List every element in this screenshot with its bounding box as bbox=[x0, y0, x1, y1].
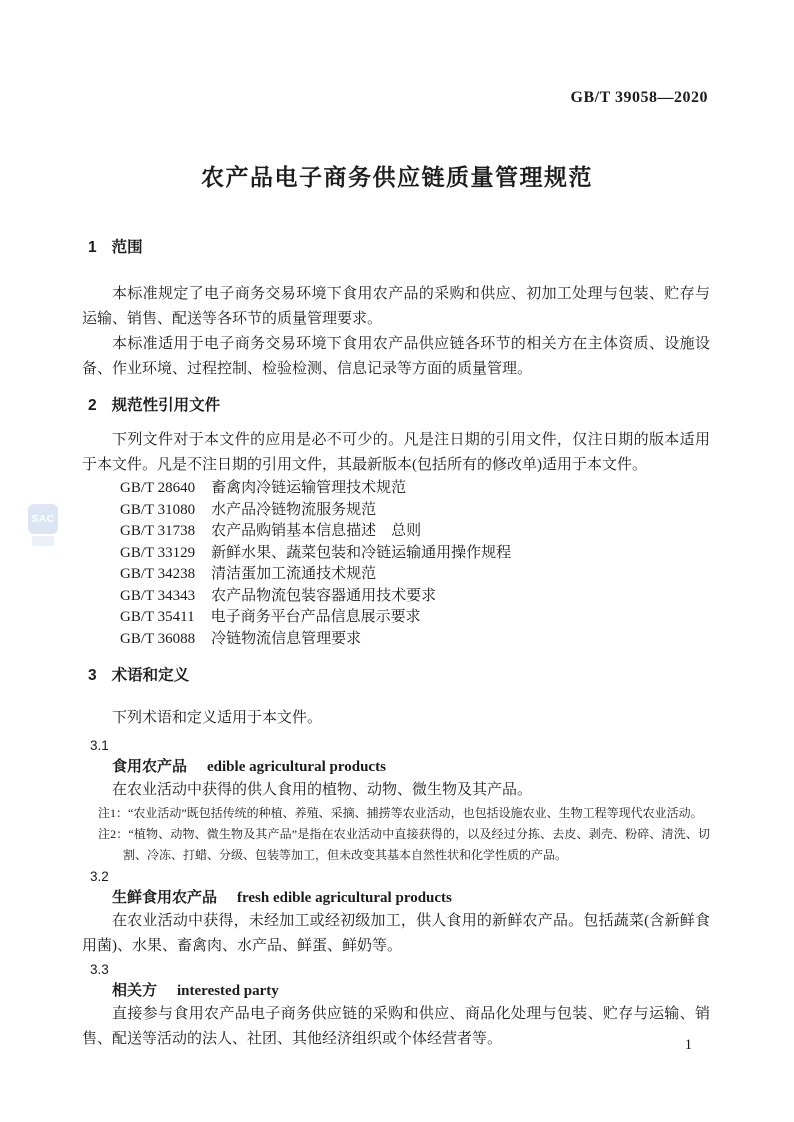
term-zh-label: 食用农产品 bbox=[112, 758, 188, 775]
sac-watermark bbox=[28, 504, 58, 546]
term-heading bbox=[112, 980, 710, 1002]
sac-logo-label: SAC bbox=[31, 513, 55, 525]
term-3-2 bbox=[82, 866, 710, 959]
term-zh-label: 相关方 bbox=[112, 982, 158, 999]
reference-title: 农产品购销基本信息描述 总则 bbox=[211, 523, 422, 539]
term-heading bbox=[112, 756, 710, 778]
reference-code: GB/T 31080 bbox=[120, 501, 196, 518]
term-number: 3.3 bbox=[90, 962, 109, 977]
reference-item bbox=[120, 478, 710, 500]
term-definition: 直接参与食用农产品电子商务供应链的采购和供应、商品化处理与包装、贮存与运输、销售、配送等活动的法人、社团、其他经济组织或个体经营者等。 bbox=[82, 1006, 710, 1047]
section-3-intro: 下列术语和定义适用于本文件。 bbox=[112, 710, 323, 726]
document-body bbox=[0, 238, 794, 1052]
page-number: 1 bbox=[684, 1037, 692, 1053]
reference-code: GB/T 28640 bbox=[120, 480, 196, 496]
reference-title: 水产品冷链物流服务规范 bbox=[211, 501, 377, 518]
reference-item bbox=[120, 543, 710, 565]
reference-code: GB/T 34343 bbox=[120, 587, 196, 604]
section-1-heading bbox=[88, 238, 710, 258]
term-definition: 在农业活动中获得，未经加工或经初级加工，供人食用的新鲜农产品。包括蔬菜(含新鲜食用菌)、水果、畜禽肉、水产品、鲜蛋、鲜奶等。 bbox=[82, 913, 710, 954]
term-number: 3.1 bbox=[90, 738, 109, 753]
section-2-title: 规范性引用文件 bbox=[111, 397, 221, 414]
section-2-number: 2 bbox=[88, 397, 97, 414]
term-note-1: 注1：“农业活动”既包括传统的种植、养殖、采摘、捕捞等农业活动，也包括设施农业、生物工程等现代农业活动。 bbox=[98, 806, 703, 820]
term-note-2: 注2：“植物、动物、微生物及其产品”是指在农业活动中直接获得的，以及经过分拣、去皮、剥壳、粉碎、清洗、切割、冷冻、打蜡、分级、包装等加工，但未改变其基本自然性状和化学性质的产品。 bbox=[98, 827, 710, 862]
term-3-3 bbox=[82, 959, 710, 1052]
section-2-intro: 下列文件对于本文件的应用是必不可少的。凡是注日期的引用文件，仅注日期的版本适用于本文件。凡是不注日期的引用文件，其最新版本(包括所有的修改单)适用于本文件。 bbox=[82, 432, 710, 473]
section-2-heading bbox=[88, 396, 710, 416]
term-en-label: interested party bbox=[177, 983, 279, 999]
section-1-paragraph-2: 本标准适用于电子商务交易环境下食用农产品供应链各环节的相关方在主体资质、设施设备、作业环境、过程控制、检验检测、信息记录等方面的质量管理。 bbox=[82, 336, 710, 377]
reference-code: GB/T 34238 bbox=[120, 566, 196, 582]
term-heading bbox=[112, 887, 710, 909]
reference-title: 冷链物流信息管理要求 bbox=[211, 630, 362, 647]
section-1-number: 1 bbox=[88, 239, 97, 256]
reference-title: 电子商务平台产品信息展示要求 bbox=[210, 609, 421, 625]
reference-item bbox=[120, 607, 710, 629]
document-title: 农产品电子商务供应链质量管理规范 bbox=[201, 164, 593, 190]
term-number: 3.2 bbox=[90, 869, 109, 884]
reference-item bbox=[120, 629, 710, 651]
reference-code: GB/T 31738 bbox=[120, 523, 196, 539]
term-zh-label: 生鲜食用农产品 bbox=[112, 889, 218, 906]
reference-item bbox=[120, 521, 710, 543]
reference-item bbox=[120, 586, 710, 608]
reference-code: GB/T 33129 bbox=[120, 544, 196, 561]
term-definition: 在农业活动中获得的供人食用的植物、动物、微生物及其产品。 bbox=[112, 782, 533, 798]
term-3-1 bbox=[82, 735, 710, 866]
term-en-label: fresh edible agricultural products bbox=[237, 890, 452, 906]
term-en-label: edible agricultural products bbox=[207, 759, 386, 775]
section-3-number: 3 bbox=[88, 667, 97, 684]
reference-title: 新鲜水果、蔬菜包装和冷链运输通用操作规程 bbox=[211, 544, 512, 561]
reference-title: 清洁蛋加工流通技术规范 bbox=[211, 566, 377, 582]
reference-item bbox=[120, 500, 710, 522]
sac-logo-tab bbox=[32, 536, 54, 546]
reference-code: GB/T 35411 bbox=[120, 609, 195, 625]
section-3-heading bbox=[88, 666, 710, 686]
reference-title: 畜禽肉冷链运输管理技术规范 bbox=[211, 480, 407, 496]
normative-references-list bbox=[82, 478, 710, 650]
reference-title: 农产品物流包装容器通用技术要求 bbox=[211, 587, 437, 604]
reference-code: GB/T 36088 bbox=[120, 630, 196, 647]
section-1-paragraph-1: 本标准规定了电子商务交易环境下食用农产品的采购和供应、初加工处理与包装、贮存与运输、销售、配送等各环节的质量管理要求。 bbox=[82, 286, 710, 327]
sac-logo-icon bbox=[28, 504, 58, 534]
section-1-title: 范围 bbox=[111, 239, 143, 256]
reference-item bbox=[120, 564, 710, 586]
standard-number: GB/T 39058—2020 bbox=[570, 89, 708, 106]
section-3-title: 术语和定义 bbox=[111, 667, 190, 684]
